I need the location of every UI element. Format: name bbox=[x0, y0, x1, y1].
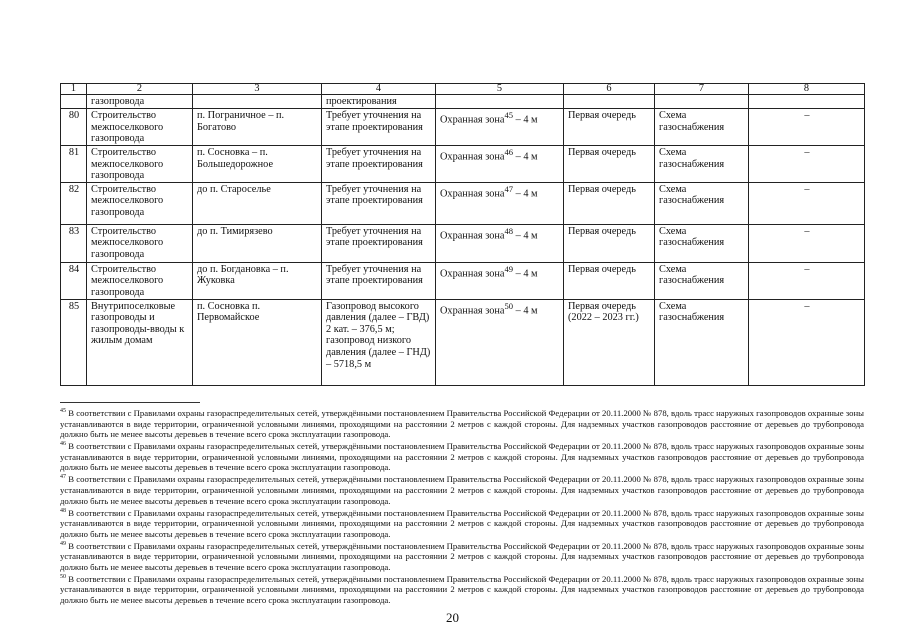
header-cell: 8 bbox=[749, 84, 865, 95]
object-name: Строительство межпоселкового газопровода bbox=[87, 182, 193, 224]
protection-zone bbox=[436, 109, 564, 146]
footnote-ref: 48 bbox=[504, 225, 514, 236]
object-location: п. Сосновка – п. Большедорожное bbox=[193, 146, 322, 183]
note: – bbox=[749, 109, 865, 146]
footnote-number: 46 bbox=[60, 441, 66, 448]
footnote bbox=[60, 508, 864, 540]
row-number: 85 bbox=[61, 299, 87, 385]
header-cell: 3 bbox=[193, 84, 322, 95]
footnote-text: В соответствии с Правилами охраны газораспределительных сетей, утверждёнными постановлением Правительства Российской Федерации от 20.11.2000 № 878, вдоль трасс наружных газопроводов охранные зоны устанавливаются в виде территории, ограниченной условными линиями, проходящими на расстоянии 2 метров с каждой стороны. Для надземных участков газопроводов расстояние от деревьев до трубопровода должно быть не менее высоты деревьев в течение всего срока эксплуатации газопровода. bbox=[60, 540, 864, 572]
object-parameters: Требует уточнения на этапе проектирования bbox=[322, 109, 436, 146]
source-document: Схема газоснабжения bbox=[655, 182, 749, 224]
zone-label: Охранная зона bbox=[440, 114, 505, 126]
footnote-separator bbox=[60, 402, 200, 403]
table-row bbox=[61, 299, 865, 385]
footnote-ref: 49 bbox=[504, 263, 514, 274]
note: – bbox=[749, 262, 865, 299]
object-name: Строительство межпоселкового газопровода bbox=[87, 224, 193, 262]
protection-zone bbox=[436, 299, 564, 385]
table-row bbox=[61, 262, 865, 299]
footnote bbox=[60, 474, 864, 506]
row-number: 81 bbox=[61, 146, 87, 183]
footnote-number: 50 bbox=[60, 573, 66, 580]
zone-width: – 4 м bbox=[513, 151, 538, 163]
implementation-stage: Первая очередь bbox=[564, 109, 655, 146]
implementation-stage bbox=[564, 95, 655, 109]
footnote-text: В соответствии с Правилами охраны газораспределительных сетей, утверждёнными постановлением Правительства Российской Федерации от 20.11.2000 № 878, вдоль трасс наружных газопроводов охранные зоны устанавливаются в виде территории, ограниченной условными линиями, проходящими на расстоянии 2 метров с каждой стороны. Для надземных участков газопроводов расстояние от деревьев до трубопровода должно быть не менее высоты деревьев в течение всего срока эксплуатации газопровода. bbox=[60, 441, 864, 473]
object-name: газопровода bbox=[87, 95, 193, 109]
footnote-number: 49 bbox=[60, 540, 66, 547]
implementation-stage: Первая очередь bbox=[564, 146, 655, 183]
implementation-stage: Первая очередь bbox=[564, 224, 655, 262]
source-document: Схема газоснабжения bbox=[655, 224, 749, 262]
source-document bbox=[655, 95, 749, 109]
table-row bbox=[61, 109, 865, 146]
object-location: п. Пограничное – п. Богатово bbox=[193, 109, 322, 146]
header-cell: 5 bbox=[436, 84, 564, 95]
footnote-number: 47 bbox=[60, 474, 66, 481]
protection-zone bbox=[436, 224, 564, 262]
table-row bbox=[61, 146, 865, 183]
page-number: 20 bbox=[446, 610, 459, 625]
object-location: до п. Тимирязево bbox=[193, 224, 322, 262]
footnote bbox=[60, 574, 864, 606]
object-name: Строительство межпоселкового газопровода bbox=[87, 146, 193, 183]
implementation-stage: Первая очередь bbox=[564, 182, 655, 224]
object-name: Внутрипоселковые газопроводы и газопроводы-вводы к жилым домам bbox=[87, 299, 193, 385]
zone-width: – 4 м bbox=[513, 304, 538, 316]
gas-pipeline-table bbox=[60, 83, 865, 386]
zone-label: Охранная зона bbox=[440, 304, 505, 316]
footnote-ref: 47 bbox=[504, 183, 514, 194]
object-name: Строительство межпоселкового газопровода bbox=[87, 109, 193, 146]
footnote bbox=[60, 408, 864, 440]
note: – bbox=[749, 299, 865, 385]
zone-label: Охранная зона bbox=[440, 151, 505, 163]
row-number: 82 bbox=[61, 182, 87, 224]
object-name: Строительство межпоселкового газопровода bbox=[87, 262, 193, 299]
object-location bbox=[193, 95, 322, 109]
row-number: 83 bbox=[61, 224, 87, 262]
footnote-ref: 45 bbox=[504, 110, 514, 120]
source-document: Схема газоснабжения bbox=[655, 299, 749, 385]
protection-zone bbox=[436, 95, 564, 109]
header-cell: 1 bbox=[61, 84, 87, 95]
object-location: п. Сосновка п. Первомайское bbox=[193, 299, 322, 385]
table-header-row bbox=[61, 84, 865, 95]
zone-width: – 4 м bbox=[513, 188, 538, 200]
row-number: 84 bbox=[61, 262, 87, 299]
footnote bbox=[60, 441, 864, 473]
footnote-text: В соответствии с Правилами охраны газораспределительных сетей, утверждёнными постановлением Правительства Российской Федерации от 20.11.2000 № 878, вдоль трасс наружных газопроводов охранные зоны устанавливаются в виде территории, ограниченной условными линиями, проходящими на расстоянии 2 метров с каждой стороны. Для надземных участков газопроводов расстояние от деревьев до трубопровода должно быть не менее высоты деревьев в течение всего срока эксплуатации газопровода. bbox=[60, 507, 864, 539]
implementation-stage: Первая очередь bbox=[564, 262, 655, 299]
footnote-ref: 46 bbox=[504, 147, 514, 157]
source-document: Схема газоснабжения bbox=[655, 146, 749, 183]
footnote-number: 48 bbox=[60, 507, 66, 514]
note bbox=[749, 95, 865, 109]
footnote-number: 45 bbox=[60, 408, 66, 415]
object-location: до п. Староселье bbox=[193, 182, 322, 224]
object-parameters: Газопровод высокого давления (далее – ГВД) 2 кат. – 376,5 м; газопровод низкого давления (далее – ГНД) – 5718,5 м bbox=[322, 299, 436, 385]
table-row bbox=[61, 224, 865, 262]
zone-label: Охранная зона bbox=[440, 230, 505, 242]
header-cell: 7 bbox=[655, 84, 749, 95]
object-parameters: Требует уточнения на этапе проектирования bbox=[322, 224, 436, 262]
zone-width: – 4 м bbox=[513, 230, 538, 242]
zone-width: – 4 м bbox=[513, 114, 538, 126]
note: – bbox=[749, 182, 865, 224]
table-row bbox=[61, 182, 865, 224]
note: – bbox=[749, 224, 865, 262]
header-cell: 4 bbox=[322, 84, 436, 95]
footnote-text: В соответствии с Правилами охраны газораспределительных сетей, утверждёнными постановлением Правительства Российской Федерации от 20.11.2000 № 878, вдоль трасс наружных газопроводов охранные зоны устанавливаются в виде территории, ограниченной условными линиями, проходящими на расстоянии 2 метров с каждой стороны. Для надземных участков газопроводов расстояние от деревьев до трубопровода должно быть не менее высоты деревьев в течение всего срока эксплуатации газопровода. bbox=[60, 573, 864, 606]
zone-width: – 4 м bbox=[513, 268, 538, 280]
header-cell: 6 bbox=[564, 84, 655, 95]
protection-zone bbox=[436, 146, 564, 183]
footnote-ref: 50 bbox=[504, 300, 514, 311]
footnote-text: В соответствии с Правилами охраны газораспределительных сетей, утверждёнными постановлением Правительства Российской Федерации от 20.11.2000 № 878, вдоль трасс наружных газопроводов охранные зоны устанавливаются в виде территории, ограниченной условными линиями, проходящими на расстоянии 2 метров с каждой стороны. Для надземных участков газопроводов расстояние от деревьев до трубопровода должно быть не менее высоты деревьев в течение всего срока эксплуатации газопровода. bbox=[60, 474, 864, 506]
zone-label: Охранная зона bbox=[440, 268, 505, 280]
source-document: Схема газоснабжения bbox=[655, 109, 749, 146]
footnote bbox=[60, 541, 864, 573]
source-document: Схема газоснабжения bbox=[655, 262, 749, 299]
implementation-stage: Первая очередь (2022 – 2023 гг.) bbox=[564, 299, 655, 385]
footnotes bbox=[60, 408, 864, 607]
row-number: 80 bbox=[61, 109, 87, 146]
zone-label: Охранная зона bbox=[440, 188, 505, 200]
table-row-continuation bbox=[61, 95, 865, 109]
object-location: до п. Богдановка – п. Жуковка bbox=[193, 262, 322, 299]
object-parameters: проектирования bbox=[322, 95, 436, 109]
footnote-text: В соответствии с Правилами охраны газораспределительных сетей, утверждёнными постановлением Правительства Российской Федерации от 20.11.2000 № 878, вдоль трасс наружных газопроводов охранные зоны устанавливаются в виде территории, ограниченной условными линиями, проходящими на расстоянии 2 метров с каждой стороны. Для надземных участков газопроводов расстояние от деревьев до трубопровода должно быть не менее высоты деревьев в течение всего срока эксплуатации газопровода. bbox=[60, 408, 864, 440]
object-parameters: Требует уточнения на этапе проектирования bbox=[322, 146, 436, 183]
protection-zone bbox=[436, 182, 564, 224]
note: – bbox=[749, 146, 865, 183]
row-number bbox=[61, 95, 87, 109]
object-parameters: Требует уточнения на этапе проектирования bbox=[322, 262, 436, 299]
protection-zone bbox=[436, 262, 564, 299]
object-parameters: Требует уточнения на этапе проектирования bbox=[322, 182, 436, 224]
header-cell: 2 bbox=[87, 84, 193, 95]
